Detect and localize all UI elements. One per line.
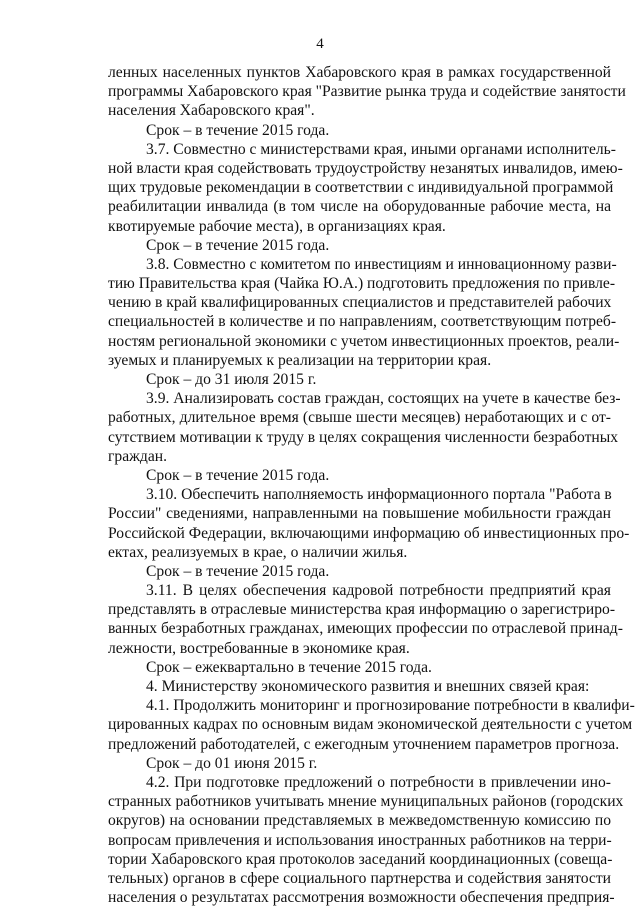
- text-line: Срок – в течение 2015 года.: [146, 562, 330, 580]
- text-line: Срок – ежеквартально в течение 2015 года.: [146, 658, 432, 676]
- text-line: тории Хабаровского края протоколов заседаний координационных (совеща-: [108, 850, 613, 868]
- text-line: квотируемые рабочие места), в организациях края.: [108, 217, 446, 235]
- text-line: ной власти края содействовать трудоустройству незанятых инвалидов, имею-: [108, 159, 623, 177]
- text-line: Срок – в течение 2015 года.: [146, 466, 330, 484]
- document-body: [108, 63, 635, 907]
- text-line: России" сведениями, направленными на повышение мобильности граждан: [108, 505, 611, 523]
- text-line: программы Хабаровского края "Развитие рынка труда и содействие занятости: [108, 83, 626, 101]
- text-line: зуемых и планируемых к реализации на территории края.: [108, 351, 492, 369]
- text-line: населения Хабаровского края".: [108, 102, 315, 120]
- text-line: странных работников учитывать мнение муниципальных районов (городских: [108, 793, 624, 811]
- text-line: ленных населенных пунктов Хабаровского края в рамках государственной: [108, 64, 611, 81]
- text-line: чению в край квалифицированных специалистов и представителей рабочих: [108, 294, 612, 312]
- text-line: вопросам привлечения и использования иностранных работников на терри-: [108, 831, 612, 849]
- text-line: лежности, востребованные в экономике края.: [108, 639, 410, 657]
- text-line: 4.1. Продолжить мониторинг и прогнозирование потребности в квалифи-: [146, 697, 635, 715]
- text-line: 3.10. Обеспечить наполняемость информационного портала "Работа в: [146, 486, 612, 504]
- text-line: работных, длительное время (свыше шести месяцев) неработающих и с от-: [108, 409, 611, 427]
- text-line: населения о результатах рассмотрения возможности обеспечения предприя-: [108, 889, 615, 907]
- text-line: 3.11. В целях обеспечения кадровой потребности предприятий края: [146, 582, 611, 600]
- text-line: тельных) органов в сфере социального партнерства и содействия занятости: [108, 869, 611, 887]
- text-line: предложений работодателей, с ежегодным уточнением параметров прогноза.: [108, 735, 620, 753]
- text-line: Срок – в течение 2015 года.: [146, 121, 330, 139]
- text-line: граждан.: [108, 447, 167, 465]
- text-line: представлять в отраслевые министерства края информацию о зарегистриро-: [108, 601, 616, 619]
- text-line: Срок – до 31 июля 2015 г.: [146, 371, 317, 388]
- page-number: 4: [316, 36, 324, 52]
- text-line: специальностей в количестве и по направлениям, соответствующим потреб-: [108, 313, 617, 331]
- text-line: Срок – до 01 июня 2015 г.: [146, 754, 318, 772]
- text-line: округов) на основании представляемых в межведомственную комиссию по: [108, 812, 611, 830]
- text-line: 3.7. Совместно с министерствами края, иными органами исполнитель-: [146, 140, 616, 158]
- text-line: реабилитации инвалида (в том числе на оборудованные рабочие места, на: [108, 198, 611, 216]
- text-line: щих трудовые рекомендации в соответствии с индивидуальной программой: [108, 179, 614, 197]
- text-line: тию Правительства края (Чайка Ю.А.) подготовить предложения по привле-: [108, 275, 616, 293]
- text-line: ностям региональной экономики с учетом инвестиционных проектов, реали-: [108, 332, 620, 350]
- text-line: ванных безработных гражданах, имеющих профессии по отраслевой принад-: [108, 620, 623, 638]
- text-line: сутствием мотивации к труду в целях сокращения численности безработных: [108, 428, 619, 446]
- text-line: 4. Министерству экономического развития и внешних связей края:: [146, 678, 590, 695]
- text-line: Срок – в течение 2015 года.: [146, 236, 330, 254]
- text-line: 3.9. Анализировать состав граждан, состоящих на учете в качестве без-: [146, 390, 621, 408]
- text-line: 4.2. При подготовке предложений о потребности в привлечении ино-: [146, 773, 611, 791]
- text-line: Российской Федерации, включающими информацию об инвестиционных про-: [108, 524, 630, 542]
- text-line: цированных кадрах по основным видам экономической деятельности с учетом: [108, 716, 633, 734]
- text-line: 3.8. Совместно с комитетом по инвестициям и инновационному разви-: [146, 255, 617, 273]
- text-line: ектах, реализуемых в крае, о наличии жилья.: [108, 543, 408, 561]
